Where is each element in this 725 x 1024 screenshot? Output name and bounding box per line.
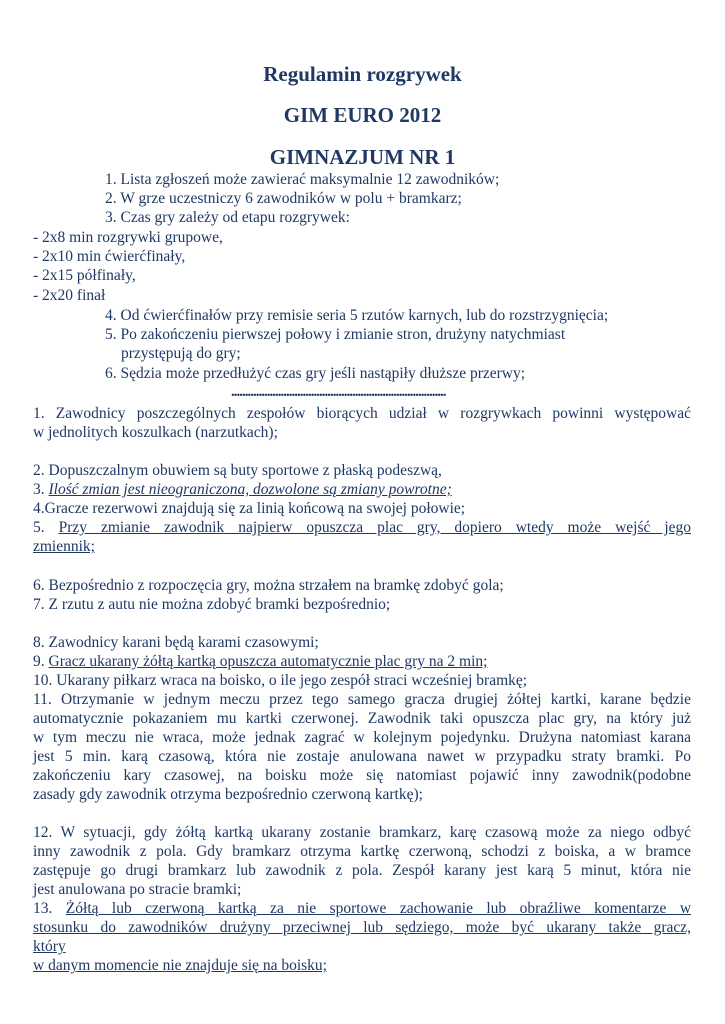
bottom-rule-11-line-4: jest 5 min. karą czasową, która nie zostaje anulowana nawet w przypadku straty bramki. Po bbox=[33, 748, 691, 765]
bottom-rule-13-line-2: stosunku do zawodników drużyny przeciwnej lub sędziego, może być ukarany także gracz, bbox=[33, 919, 691, 936]
bottom-rule-11-line-5: zakończeniu kary czasowej, na boisku może się natomiast pojawić inny zawodnik(podobne bbox=[33, 767, 691, 784]
bottom-rule-1-line-2: w jednolitych koszulkach (narzutkach); bbox=[33, 424, 278, 441]
bottom-rule-1-line-1: 1. Zawodnicy poszczególnych zespołów biorących udział w rozgrywkach powinni występować bbox=[33, 405, 691, 422]
bottom-rule-10: 10. Ukarany piłkarz wraca na boisko, o ile jego zespół straci wcześniej bramkę; bbox=[33, 672, 528, 689]
bottom-rule-9-number: 9. bbox=[33, 653, 49, 670]
bottom-rule-3-number: 3. bbox=[33, 481, 49, 498]
bottom-rule-5-line-2: zmiennik; bbox=[33, 538, 95, 555]
bottom-rule-11-line-6: zasady gdy zawodnik otrzyma bezpośrednio czerwoną kartkę); bbox=[33, 786, 423, 803]
bottom-rule-6: 6. Bezpośrednio z rozpoczęcia gry, można strzałem na bramkę zdobyć gola; bbox=[33, 577, 504, 594]
bottom-rule-4: 4.Gracze rezerwowi znajdują się za linią końcową na swojej połowie; bbox=[33, 500, 466, 517]
bottom-rule-12-line-2: inny zawodnik z pola. Gdy bramkarz otrzyma kartkę czerwoną, schodzi z boiska, a w bramce bbox=[33, 843, 691, 860]
rule-5-line-2: przystępują do gry; bbox=[121, 345, 241, 362]
time-final: - 2x20 finał bbox=[33, 287, 106, 304]
bottom-rule-11-line-2: automatycznie pokazaniem mu kartki czerwonej. Zawodnik taki opuszcza plac gry, na który już bbox=[33, 710, 691, 727]
bottom-rule-11-line-1: 11. Otrzymanie w jednym meczu przez tego samego gracza drugiej żółtej kartki, karane będzie bbox=[33, 691, 691, 708]
bottom-rule-11-line-3: w tym meczu nie wraca, może jednak zagrać w kolejnym pojedynku. Drużyna natomiast karana bbox=[33, 729, 691, 746]
bottom-rule-12-line-1: 12. W sytuacji, gdy żółtą kartką ukarany zostanie bramkarz, karę czasową może za niego odbyć bbox=[33, 824, 691, 841]
bottom-rule-9-text: Gracz ukarany żółtą kartką opuszcza automatycznie plac gry na 2 min; bbox=[48, 653, 488, 670]
rule-6: 6. Sędzia może przedłużyć czas gry jeśli nastąpiły dłuższe przerwy; bbox=[105, 365, 526, 382]
section-separator: .............................................................................. bbox=[231, 384, 446, 400]
school-name: GIMNAZJUM NR 1 bbox=[269, 145, 456, 169]
document-subtitle: GIM EURO 2012 bbox=[283, 103, 442, 127]
time-quarterfinal: - 2x10 min ćwierćfinały, bbox=[33, 248, 186, 265]
bottom-rule-13-line-1 bbox=[33, 899, 691, 918]
bottom-rule-5-number: 5. bbox=[33, 519, 59, 536]
rule-2: 2. W grze uczestniczy 6 zawodników w polu + bramkarz; bbox=[105, 190, 462, 207]
document-title: Regulamin rozgrywek bbox=[263, 62, 462, 86]
rule-3: 3. Czas gry zależy od etapu rozgrywek: bbox=[105, 209, 350, 226]
bottom-rule-12-line-3: zastępuje go drugi bramkarz lub zawodnik z pola. Zespół karany jest karą 5 minut, która nie bbox=[33, 862, 691, 879]
bottom-rule-5-line-1 bbox=[33, 518, 691, 537]
rule-5-line-1: 5. Po zakończeniu pierwszej połowy i zmianie stron, drużyny natychmiast bbox=[105, 326, 566, 343]
bottom-rule-9 bbox=[33, 652, 487, 671]
rule-4: 4. Od ćwierćfinałów przy remisie seria 5 rzutów karnych, lub do rozstrzygnięcia; bbox=[105, 307, 609, 324]
bottom-rule-2: 2. Dopuszczalnym obuwiem są buty sportowe z płaską podeszwą, bbox=[33, 462, 442, 479]
bottom-rule-3 bbox=[33, 480, 452, 499]
bottom-rule-8: 8. Zawodnicy karani będą karami czasowymi; bbox=[33, 634, 319, 651]
time-semifinal: - 2x15 półfinały, bbox=[33, 267, 136, 284]
bottom-rule-7: 7. Z rzutu z autu nie można zdobyć bramki bezpośrednio; bbox=[33, 596, 391, 613]
bottom-rule-13-number: 13. bbox=[33, 900, 66, 917]
time-group: - 2x8 min rozgrywki grupowe, bbox=[33, 229, 223, 246]
bottom-rule-12-line-4: jest anulowana po stracie bramki; bbox=[33, 881, 242, 898]
bottom-rule-13-line-3: który bbox=[33, 938, 66, 955]
bottom-rule-13-line-4: w danym momencie nie znajduje się na boisku; bbox=[33, 957, 327, 974]
bottom-rule-3-text: Ilość zmian jest nieograniczona, dozwolone są zmiany powrotne; bbox=[48, 481, 452, 498]
rule-1: 1. Lista zgłoszeń może zawierać maksymalnie 12 zawodników; bbox=[105, 171, 500, 188]
bottom-rule-5-text: Przy zmianie zawodnik najpierw opuszcza plac gry, dopiero wtedy może wejść jego bbox=[58, 519, 692, 536]
bottom-rule-13-text: Żółtą lub czerwoną kartką za nie sportowe zachowanie lub obraźliwe komentarze w bbox=[65, 900, 692, 917]
